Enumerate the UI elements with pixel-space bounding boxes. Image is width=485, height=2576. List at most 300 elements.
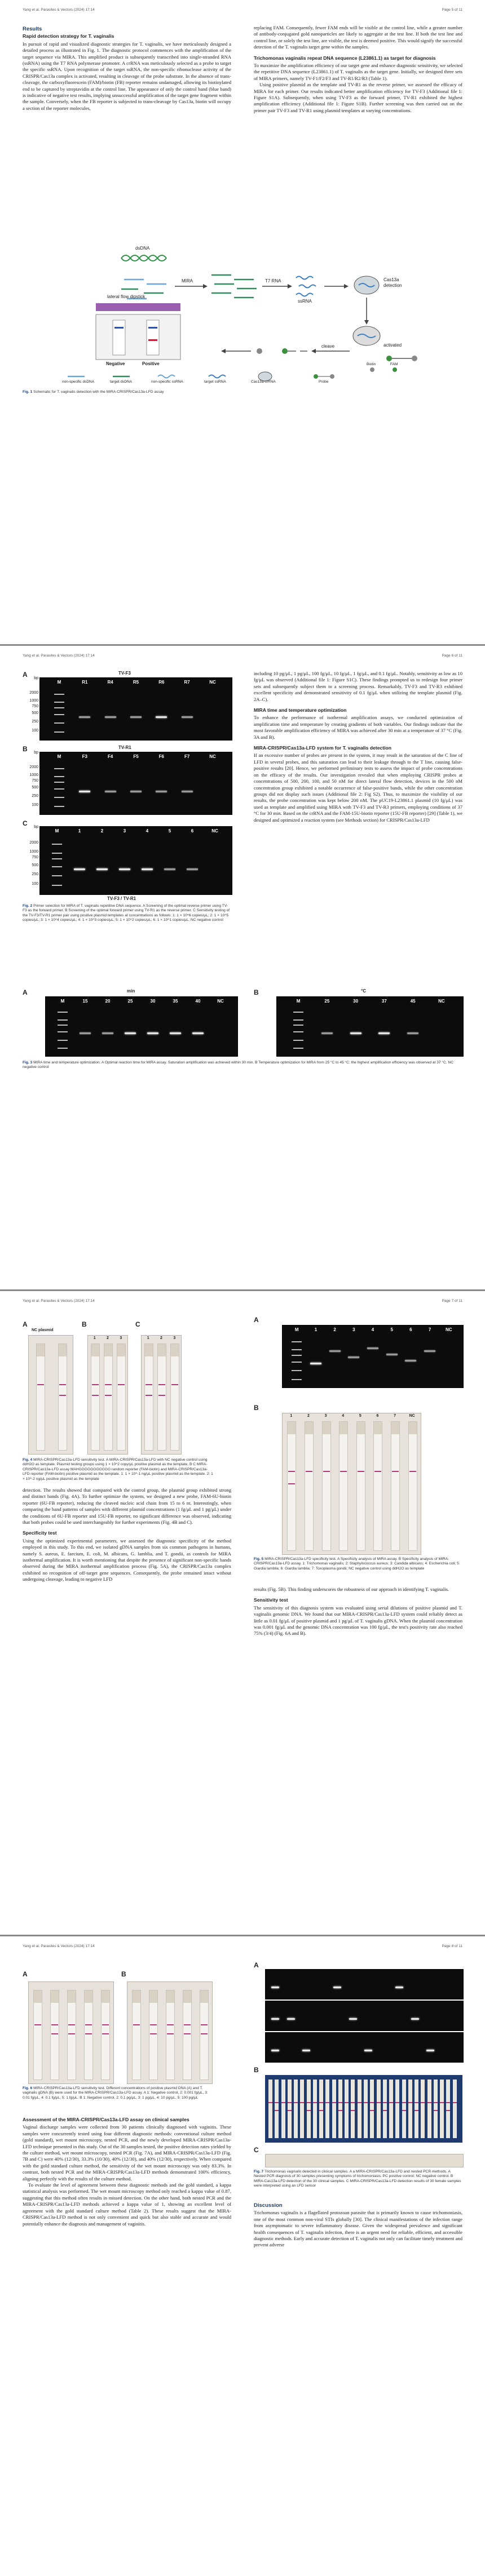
lfd-photo-6a: [28, 1981, 114, 2084]
right-column: [254, 1586, 462, 1637]
ladder-band: [54, 714, 64, 715]
lfd-strip: [170, 1344, 179, 1451]
probe-icon: [386, 356, 417, 361]
running-head: [23, 1944, 462, 1948]
gel-image-3b: [276, 996, 464, 1057]
control-line: [306, 1471, 312, 1472]
lfd-strip: [288, 2080, 292, 2138]
lfd-strip: [339, 1421, 348, 1551]
ladder-band: [58, 1040, 68, 1041]
strip-pad: [68, 1990, 76, 2003]
lfd-strip: [356, 1421, 365, 1551]
left-column: [23, 1487, 231, 1583]
strip-pad: [145, 1344, 153, 1356]
control-line: [275, 2102, 279, 2103]
ladder-band: [52, 844, 62, 845]
strip-pad: [323, 1422, 330, 1434]
caption-text: MIRA-CRISPR/Cas13a-LFD sensitivity test. A MIRA-CRISPR/Cas13a-LFD with NC negative control using ddH2O as template. Plasmid testing groups using 1 × 10^2 copy/μL positive plasmid as the template. B C MIRA-CRISPR/Cas13a-LFD assay MAHGGGGGGGGGGG random reporter (FAM-biotin) and MIRA-CRISPR/Cas13a-LFD reporter (FAM-biotin) positive plasmid as the template. 1: 1 × 10^-1 ng/μL positive plasmid as the template. 2: 1 × 10^-2 ng/μL positive plasmid as the template: [23, 1458, 213, 1481]
control-line: [389, 2102, 393, 2103]
bp-tick-label: 100: [32, 802, 38, 807]
control-line: [415, 2102, 418, 2103]
ladder-band: [54, 702, 64, 703]
gel-lane-label: 5: [390, 1327, 393, 1332]
caption-label: Fig. 5: [254, 1557, 264, 1561]
bp-tick-label: 250: [32, 720, 38, 724]
gel-band: [378, 1032, 390, 1034]
panel-a-title: NC plasmid: [32, 1328, 54, 1332]
strip-number-label: 2: [107, 1336, 109, 1340]
ladder-band: [293, 1048, 303, 1049]
gel-3b-title: °C: [361, 988, 366, 994]
control-line: [446, 2102, 450, 2103]
lfd-photo-7b: [265, 2075, 462, 2143]
caption-text: MIRA-CRISPR/Cas13a-LFD sensitivity test. Different concentrations of positive plasmid DNA (A) and T. vaginalis gDNA (B) were used for the MIRA-CRISPR/Cas13a-LFD assay. A 1: Negative control, 2: 0.001 fg/μL, 3: 0.01 fg/μL, 4: 0.1 fg/μL, 5: 1 fg/μL. B 1: Negative control, 2: 0.1 pg/μL, 3: 1 pg/μL, 4: 10 pg/μL, 5: 100 pg/μL: [23, 2086, 208, 2100]
paragraph: Trichomonas vaginalis is a flagellated protozoan parasite that is primarily known to cause trichomoniasis, one of the most common non-viral STIs globally [30]. The clinical manifestations of the infection range from asymptomatic to severe inflammatory disease. Given the widespread prevalence and significant health consequences of T. vaginalis infection, there is an urgent need for reliable, efficient, and accessible diagnostic methods. Early and accurate detection of T. vaginalis not only can facilitate timely treatment and prevent adverse: [254, 2210, 462, 2248]
control-line: [51, 2024, 58, 2025]
gel-lane-label: F7: [184, 754, 190, 759]
gel-band: [271, 1987, 279, 1988]
gel-lane-label: 25: [324, 999, 330, 1004]
strip-number-label: 1: [93, 1336, 96, 1340]
paragraph: To maximize the amplification efficiency of our target gene and enhance diagnostic sensitivity, we selected the repetitive DNA sequence (L23861.1) of T. vaginalis as the target gene. Initially, we designed three sets of MIRA primers, namely TV-F1/F2/F3 and TV-R1/R2/R3 (Table 1).: [254, 63, 462, 81]
lfd-photo-c: [141, 1335, 182, 1455]
gel-band: [80, 1032, 91, 1034]
gel-band: [386, 1354, 398, 1355]
label-fam: FAM: [390, 362, 398, 366]
test-line: [288, 1483, 295, 1484]
gel-band: [74, 868, 85, 870]
control-line: [338, 2102, 342, 2103]
gel-band: [192, 1032, 204, 1034]
bp-tick-label: 500: [32, 863, 38, 867]
bp-tick-label: 750: [32, 704, 38, 708]
lfd-strip: [325, 2080, 329, 2138]
strip-pad: [37, 1344, 45, 1356]
control-line: [288, 1471, 295, 1472]
control-line: [383, 2102, 387, 2103]
caption-label: Fig. 2: [23, 904, 33, 908]
label-negative: Negative: [106, 361, 125, 366]
bp-label: bp: [34, 825, 38, 829]
legend-non-specific-dsdna: non-specific dsDNA: [62, 380, 95, 384]
gel-lane-label: M: [57, 754, 61, 759]
gel-lane-label: 5: [168, 828, 171, 833]
control-line: [85, 2024, 92, 2025]
gel-band: [271, 2050, 279, 2051]
test-line: [150, 2033, 157, 2034]
lfd-strip: [408, 1421, 417, 1551]
lfd-strip: [421, 2080, 425, 2138]
ladder-band: [52, 885, 62, 886]
paragraph: detection. The results showed that compared with the control group, the plasmid group exhibited strong and distinct bands (Fig. 4A). To further optimize the system, we designed a new probe, FAM-6U-biotin reporter (6U-FB reporter), reducing the cleaved nucleic acid chain from 15 to 6 nt. Interestingly, when comparing the band patterns of samples with different plasmid concentrations (1 fg/μL and 1 pg/μL) under the conditions of 6U-FB reporter and 15U-FB reporter, no significant difference was observed, indicating that both probes could be used interchangeably for further experiments (Fig. 4B and C).: [23, 1487, 231, 1526]
gel-lane-label: 40: [195, 999, 201, 1004]
lfd-strip: [200, 1990, 209, 2080]
panel-letter-b: B: [121, 1970, 126, 1978]
ladder-band: [292, 1370, 302, 1371]
control-line: [294, 2102, 298, 2103]
gel-band: [147, 1032, 158, 1034]
ladder-band: [54, 731, 64, 733]
ladder-band: [58, 1048, 68, 1049]
gel-band: [426, 2050, 434, 2051]
gel-lane-label: 15: [82, 999, 88, 1004]
gel-band: [79, 716, 90, 718]
control-line: [37, 1384, 44, 1385]
control-line: [434, 2102, 438, 2103]
gel-band: [170, 1032, 181, 1034]
gel-band: [142, 868, 153, 870]
test-line: [351, 2110, 355, 2111]
control-line: [358, 2102, 361, 2103]
strip-pad: [34, 1990, 42, 2003]
paragraph: replacing FAM. Consequently, fewer FAM ends will be visible at the control line, while a greater number of antibody-conjugated gold nanoparticles are likely to aggregate at the test line. If both the test line and control line, or solely the test line, are visible, the test is deemed positive. This would signify the successful detection of the T. vaginalis target gene within the samples.: [254, 25, 462, 50]
control-line: [319, 2102, 323, 2103]
panel-letter-b: B: [254, 1404, 259, 1412]
control-line: [146, 1384, 152, 1385]
gel-band: [321, 1032, 333, 1034]
lfd-strip: [300, 2080, 304, 2138]
test-line: [288, 2110, 292, 2111]
gel-band: [156, 791, 167, 792]
ladder-band: [293, 1031, 303, 1032]
gel-image-7a-1: [265, 1969, 464, 1999]
control-line: [118, 1384, 125, 1385]
control-line: [167, 2024, 174, 2025]
control-line: [358, 1471, 364, 1472]
right-column: [254, 671, 462, 823]
legend-target-dsdna: target dsDNA: [110, 380, 133, 384]
control-line: [332, 2102, 336, 2103]
ladder-band: [293, 1040, 303, 1041]
gel-band: [130, 791, 142, 792]
test-line: [434, 2110, 438, 2111]
paragraph: results (Fig. 5B). This finding underscores the robustness of our approach in identifying T. vaginalis.: [254, 1586, 449, 1592]
strip-number-label: 1: [147, 1336, 149, 1340]
ladder-band: [58, 1025, 68, 1026]
gel-lane-label: 25: [127, 999, 133, 1004]
lfd-strip: [453, 2080, 457, 2138]
control-line: [184, 2024, 191, 2025]
bp-tick-label: 750: [32, 778, 38, 783]
strip-pad: [166, 1990, 174, 2003]
gel-image-b: [39, 752, 232, 815]
subsection-heading: MIRA-CRISPR/Cas13a-LFD system for T. vaginalis detection: [254, 745, 392, 751]
gel-a-title: TV-F3: [118, 671, 131, 676]
ladder-band: [293, 1012, 303, 1013]
ladder-band: [292, 1379, 302, 1380]
strip-number-label: 2: [307, 1414, 310, 1418]
cas13a-complex-icon: [354, 276, 379, 294]
caption-text: MIRA time and temperature optimization. A Optimal reaction time for MIRA assay. Saturation amplification was achieved within 30 min. B Temperature optimization for MIRA from 25 °C to 45 °C; the highest amplification efficiency was observed at 37 °C. NC negative control: [23, 1061, 453, 1070]
ladder-band: [54, 776, 64, 777]
strip-pad: [409, 1422, 417, 1434]
ladder-band: [292, 1349, 302, 1350]
label-cleave: cleave: [321, 344, 335, 349]
ladder-band: [292, 1355, 302, 1356]
gel-band: [407, 1032, 418, 1034]
paragraph: To evaluate the level of agreement between these diagnostic methods and the gold standard, a kappa statistical analysis was performed. The wet mount microscopy method only reached a kappa value of 0.87, suggesting that this method often results in missed detection. On the other hand, both nested PCR and the MIRA-CRISPR/Cas13a-LFD methods achieved a kappa value of 1, showing an excellent level of agreement with the gold standard culture method (Table 2). These results suggest that the MIRA-CRISPR/Cas13a-LFD method is not only convenient and quick but also stable and accurate and would potentially enhance the diagnosis and management of vaginitis.: [23, 2182, 231, 2227]
running-head: [23, 1299, 462, 1303]
gel-lane-label: NC: [209, 680, 216, 685]
gel-lane-label: R7: [184, 680, 190, 685]
control-line: [364, 2102, 368, 2103]
ladder-band: [58, 1019, 68, 1021]
lfd-strip: [104, 1344, 113, 1451]
test-line: [85, 2033, 92, 2034]
lfd-strip: [434, 2080, 438, 2138]
panel-letter-b: B: [254, 988, 259, 996]
caption-label: Fig. 7: [254, 2170, 264, 2174]
lfd-strip: [67, 1990, 76, 2080]
lfd-strip: [408, 2080, 412, 2138]
gel-lane-label: 1: [78, 828, 81, 833]
lfd-strip: [338, 2080, 342, 2138]
gel-lane-label: 6: [191, 828, 194, 833]
caption-label: Fig. 6: [23, 2086, 33, 2090]
lfd-photo-6b: [127, 1981, 213, 2084]
control-line: [370, 2102, 374, 2103]
label-t7: T7 RNA: [265, 278, 281, 283]
gel-band: [367, 1347, 378, 1349]
gel-band: [349, 2018, 357, 2020]
bp-tick-label: 100: [32, 728, 38, 733]
running-head: [23, 654, 462, 658]
ladder-band: [52, 866, 62, 867]
gel-band: [411, 2018, 419, 2020]
figure-4-caption: [23, 1458, 214, 1482]
gel-image-7a-2: [265, 2001, 464, 2031]
test-line: [446, 2110, 450, 2111]
bp-tick-label: 500: [32, 711, 38, 715]
gel-band: [271, 2018, 279, 2020]
legend-cas13a-crrna: Cas13a-crRNA: [251, 380, 276, 384]
strip-pad: [305, 1422, 313, 1434]
gel-band: [96, 868, 108, 870]
gel-band: [424, 1350, 435, 1352]
test-line: [167, 2033, 174, 2034]
strip-pad: [340, 1422, 347, 1434]
gel-band: [302, 2050, 310, 2051]
gel-lane-label: R4: [107, 680, 113, 685]
control-line: [408, 2102, 412, 2103]
paragraph: To enhance the performance of isothermal amplification assays, we conducted optimization of amplification time and temperature by creating gradients of both variables. Our findings indicate that the most favorable amplification efficiency of MIRA was achieved after 30 min at a temperature of 37 °C (Fig. 3A and B).: [254, 715, 462, 740]
subsection-heading: MIRA time and temperature optimization: [254, 707, 347, 713]
gel-lane-label: NC: [211, 828, 218, 833]
test-line: [370, 2110, 374, 2111]
control-line: [59, 1384, 66, 1385]
gel-lane-label: 4: [146, 828, 149, 833]
ladder-band: [58, 1012, 68, 1013]
page-number: Page 5 of 11: [442, 8, 462, 12]
page-3: [0, 1291, 485, 1935]
panel-letter-a: A: [254, 1316, 259, 1324]
ladder-band: [54, 797, 64, 798]
ladder-band: [293, 1025, 303, 1026]
strip-number-label: 3: [120, 1336, 122, 1340]
gel-band: [102, 1032, 113, 1034]
gel-band: [119, 868, 130, 870]
paragraph: Using the optimized experimental parameters, we assessed the diagnostic specificity of the method employed in this study. To this end, we isolated gDNA samples from six common pathogens in humans, namely S. aureus, E. faecium, E. coli, M. albicans, G. lamblia, and T. gondii, as controls for MIRA isothermal amplification. It is worth mentioning that despite the presence of significant non-specific bands observed during the MIRA isothermal amplification process (Fig. 5A), the CRISPR/Cas13a complex exhibited no recognition of off-target gene sequences. Consequently, the probe remained intact without undergoing cleavage, leading to negative LFD: [23, 1537, 231, 1582]
gel-band: [125, 1032, 136, 1034]
gel-lane-label: F3: [82, 754, 87, 759]
ssrna-icon: [296, 277, 316, 296]
lfd-strip: [157, 1344, 166, 1451]
lfd-strip: [132, 1990, 141, 2080]
lfd-strip: [383, 2080, 387, 2138]
test-line: [275, 2110, 279, 2111]
section-heading: Discussion: [254, 2202, 283, 2209]
bp-tick-label: 1000: [29, 698, 38, 703]
strip-pad: [59, 1344, 67, 1356]
control-line: [377, 2102, 381, 2103]
gel-lane-label: 35: [173, 999, 178, 1004]
bp-tick-label: 1000: [29, 849, 38, 854]
lfd-strip: [33, 1990, 42, 2080]
bp-label: bp: [34, 751, 38, 755]
lfd-strip: [313, 2080, 317, 2138]
lfd-strip: [322, 1421, 331, 1551]
control-line: [68, 2024, 75, 2025]
strip-pad: [149, 1990, 157, 2003]
test-line: [338, 2110, 342, 2111]
lfd-strip: [275, 2080, 279, 2138]
strip-pad: [374, 1422, 382, 1434]
control-line: [374, 1471, 381, 1472]
left-column: [23, 2117, 231, 2227]
caption-label: Fig. 3: [23, 1061, 33, 1065]
label-activated: activated: [383, 343, 402, 348]
ladder-band: [54, 806, 64, 807]
control-line: [325, 2102, 329, 2103]
gel-lane-label: R5: [133, 680, 139, 685]
gel-lane-label: NC: [209, 754, 216, 759]
lfd-strip: [36, 1344, 45, 1451]
panel-letter-a: A: [23, 988, 28, 996]
ladder-band: [293, 1019, 303, 1021]
figure-7-caption: [254, 2170, 462, 2189]
paragraph: The sensitivity of this diagnosis system was evaluated using serial dilutions of positive plasmid and T. vaginalis genomic DNA. We found that our MIRA-CRISPR/Cas13a-LFD system could reliably detect as little as 0.01 fg/μL of positive plasmid and 1 pg/μL of T. vaginalis gDNA. When the plasmid concentration was 0.001 fg/μL and the genomic DNA concentration was 100 fg/μL, the test's positivity rate also reached 75% (3/4) (Fig. 6A and B).: [254, 1604, 462, 1637]
gel-lane-label: 3: [352, 1327, 355, 1332]
control-line: [133, 2024, 140, 2025]
strip-number-label: 5: [359, 1414, 361, 1418]
control-line: [427, 2102, 431, 2103]
test-line: [146, 1395, 152, 1396]
journal-citation: Yang et al. Parasites & Vectors (2024) 17:14: [23, 1944, 95, 1948]
gel-lane-label: F4: [107, 754, 113, 759]
subsection-heading: Rapid detection strategy for T. vaginalis: [23, 33, 114, 39]
lfd-strip: [370, 2080, 374, 2138]
gel-lane-label: NC: [445, 1327, 452, 1332]
lfd-strip: [50, 1990, 59, 2080]
panel-letter-a: A: [254, 1961, 259, 1969]
strip-pad: [158, 1344, 166, 1356]
strip-pad: [288, 1422, 296, 1434]
panel-letter-b: B: [254, 2066, 259, 2074]
panel-letter-a: A: [23, 1320, 28, 1328]
lfd-strip: [294, 2080, 298, 2138]
control-line: [201, 2024, 208, 2025]
subsection-heading: Sensitivity test: [254, 1597, 288, 1603]
gel-lane-label: 30: [150, 999, 156, 1004]
strip-number-label: 1: [290, 1414, 293, 1418]
lfd-strip: [377, 2080, 381, 2138]
paragraph: Vaginal discharge samples were collected from 30 patients clinically diagnosed with vaginitis. These samples were concurrently tested using four different diagnostic methods: conventional culture method (gold standard), wet mount microscopy, nested PCR, and the newly developed MIRA-CRISPR/Cas13a-LFD technique presented in this study. Out of the 30 samples tested, the positive detection rates yielded by the culture method, wet mount microscopy, nested PCR (Fig. 7A), and MIRA-CRISPR/Cas13a-LFD (Fig. 7B and C) were 40% (12/30), 33.3% (10/30), 40% (12/30), and 40% (12/30), respectively. When compared with the gold standard culture method, the sensitivity of the wet mount microscopy was only 83.3%. In contrast, both nested PCR and the MIRA-CRISPR/Cas13a-LFD methods demonstrated 100% efficiency, aligning perfectly with the results of the culture method.: [23, 2124, 231, 2182]
label-cas13a: Cas13a: [383, 277, 399, 282]
strip-pad: [102, 1990, 109, 2003]
gel-band: [395, 1987, 403, 1988]
gel-band: [182, 791, 193, 792]
lfd-strip: [268, 2080, 272, 2138]
strip-number-label: 3: [324, 1414, 327, 1418]
control-line: [92, 1384, 99, 1385]
bp-tick-label: 250: [32, 794, 38, 799]
page-4: [0, 1936, 485, 2576]
label-positive: Positive: [142, 361, 160, 366]
page-1: [0, 0, 485, 644]
gel-image-c: [39, 826, 232, 895]
control-line: [323, 1471, 330, 1472]
activated-cas13a-icon: [353, 326, 380, 345]
label-biotin: Biotin: [367, 362, 376, 366]
test-line: [415, 2110, 418, 2111]
gel-image-5a: [282, 1325, 464, 1388]
control-line: [340, 1471, 347, 1472]
gel-lane-label: NC: [438, 999, 445, 1004]
ladder-band: [52, 858, 62, 859]
gel-lane-label: 45: [410, 999, 416, 1004]
gel-lane-label: 37: [381, 999, 387, 1004]
legend-target-ssrna: target ssRNA: [204, 380, 226, 384]
label-detection: detection: [383, 283, 402, 288]
lfd-strip: [351, 2080, 355, 2138]
lfd-strip: [144, 1344, 153, 1451]
lfd-strip: [345, 2080, 349, 2138]
gel-band: [182, 716, 193, 718]
lfd-strip: [395, 2080, 399, 2138]
left-column: [23, 25, 231, 112]
strip-number-label: 2: [160, 1336, 162, 1340]
control-line: [395, 2102, 399, 2103]
control-line: [409, 1471, 416, 1472]
control-line: [402, 2102, 406, 2103]
bp-label: bp: [34, 676, 38, 680]
subsection-heading: Specificity test: [23, 1530, 57, 1536]
strip-pad: [104, 1344, 112, 1356]
label-dsdna: dsDNA: [135, 246, 150, 251]
lfd-strip: [427, 2080, 431, 2138]
page-2: [0, 646, 485, 1289]
lfd-strip: [101, 1990, 110, 2080]
label-mira: MIRA: [182, 278, 193, 283]
gel-image-3a: [45, 996, 238, 1057]
strip-pad: [85, 1990, 92, 2003]
ladder-band: [54, 768, 64, 769]
gel-band: [164, 868, 175, 870]
figure-5-caption: [254, 1557, 462, 1571]
journal-citation: Yang et al. Parasites & Vectors (2024) 17:14: [23, 8, 95, 12]
running-head: [23, 8, 462, 12]
lfd-strip: [358, 2080, 361, 2138]
paragraph: Using positive plasmid as the template and TV-R1 as the reverse primer, we assessed the efficacy of MIRA for each primer. Our results indicated better amplification efficiency for TV-F3 (Additional file 1: Figure S1A). Subsequently, when using TV-F3 as the forward primer, TV-R1 exhibited the highest amplification efficiency (Additional file 1: Figure S1B). Further screening was then carried out on the primer pair TV-F3 and TV-R1 using plasmid templates at varying concentrations.: [254, 82, 462, 113]
test-line: [201, 2033, 208, 2034]
lfd-strip: [415, 2080, 418, 2138]
ladder-band: [54, 694, 64, 695]
gel-band: [350, 1032, 361, 1034]
gel-band: [156, 716, 167, 718]
ladder-band: [54, 722, 64, 724]
paragraph: In pursuit of rapid and visualized diagnostic strategies for T. vaginalis, we have meticulously designed a detailed process as illustrated in Fig. 1. The diagnostic protocol commences with the amplification of the target sequence via MIRA. This amplified product is subsequently transcribed into single-stranded RNA (ssRNA) using the T7 RNA polymerase promoter. A crRNA was meticulously selected as a probe to target the specific ssRNA. Upon recognition of the target ssRNA, the non-specific ribonuclease activity of the CRISPR/Cas13a complex is activated, resulting in cleavage of the probe substrate. In the absence of trans-cleavage, the carboxyfluorescein (FAM)/biotin (FB) reporter remains undamaged, allowing its biotinylated end to be captured by streptavidin at the control line. The appearance of only the control band (blue band) is indicative of negative test results, implying unsuccessful amplification of the target gene fragment within the sample. Conversely, when the FB reporter is subjected to trans-cleavage by Cas13a, biotin will occupy a section of the reporter molecules,: [23, 41, 231, 111]
test-line: [92, 1395, 99, 1396]
